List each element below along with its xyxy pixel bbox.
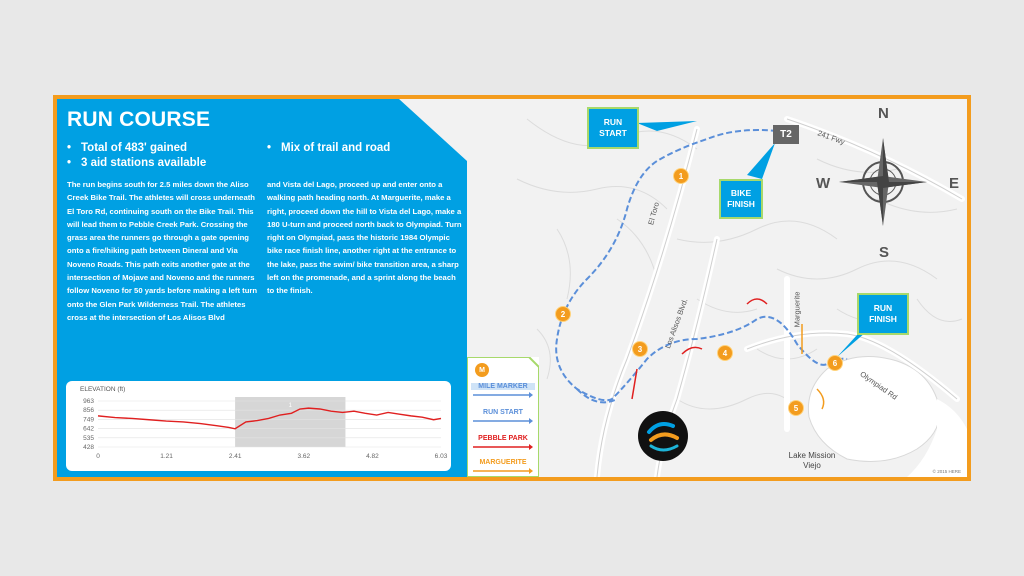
compass-w: W [816,175,831,192]
elevation-x-tick: 2.41 [228,453,242,460]
bullets-left [67,141,206,171]
compass-rose-icon [839,138,927,226]
mile-marker-2: 2 [555,306,571,322]
mile-marker-1: 1 [673,168,689,184]
map-copyright: © 2015 HERE [932,469,961,474]
elevation-x-tick: 1.21 [160,453,173,460]
mile-marker-4: 4 [717,345,733,361]
elevation-y-tick: 428 [83,444,94,451]
callout-bike-finish: BIKE FINISH [719,179,763,219]
road-label-el-toro: El Toro [646,201,661,226]
panel-title: RUN COURSE [67,108,211,131]
map-legend [467,357,539,477]
mile-marker-5: 5 [788,400,804,416]
bullet-item: • Mix of trail and road [267,142,391,154]
legend-marker-badge-icon: M [475,363,489,377]
road-label-los-alisos: Los Alisos Blvd. [663,297,690,350]
elevation-y-tick: 856 [83,407,94,415]
t2-transition-badge: T2 [773,125,799,144]
legend-run-start: RUN START [483,409,523,416]
course-description-col2: and Vista del Lago, proceed up and enter onto a walking path heading north. At Marguerite, make a right, proceed down the hill to Vista del Lago, make a 180 U-turn and proceed north back to Olympiad. Turn right on Olympiad, pass the historic 1984 Olympic bike race finish line, another right at the entrance to the lake, pass the swim/ bike transition area, a sharp left on the promenade, and a sprint along the beach to the finish. [267,180,462,296]
elevation-chart [66,381,451,471]
elevation-x-tick: 0 [96,453,100,460]
elevation-x-tick: 6.03 [434,453,448,460]
elevation-plot [66,381,451,471]
road-label-olympiad: Olympiad Rd [858,369,900,402]
bullet-item: • Total of 483' gained [67,142,188,154]
callout-run-start: RUN START [587,107,639,149]
legend-marguerite: MARGUERITE [479,459,527,466]
compass-e: E [949,175,960,192]
legend-mile-marker: MILE MARKER [471,383,535,390]
bullets-right [267,141,390,156]
elevation-x-tick: 4.82 [366,453,379,460]
road-label-marguerite: Marguerite [792,291,802,328]
elevation-y-tick: 535 [83,434,94,442]
elevation-x-tick: 3.62 [297,453,311,460]
compass-n: N [878,105,889,122]
road-label-lake: Lake Mission Viejo [788,451,836,470]
elevation-y-tick: 963 [83,398,94,405]
course-map-inner [57,99,967,477]
elevation-y-tick: 642 [83,425,94,433]
elevation-y-tick: 749 [83,416,94,424]
compass-s: S [879,244,890,261]
bullet-item: • 3 aid stations available [67,157,207,169]
course-description-col1: The run begins south for 2.5 miles down the Aliso Creek Bike Trail. The athletes will cross underneath El Toro Rd, continuing south on the Bike Trail. This will lead them to Pebble Creek Park. Crossing the grass area the runners go through a gate opening onto a fire/hiking path between Dineral and Via Noveno Roads. This path exits another gate at the intersection of Mojave and Noveno and the runners follow Noveno for 50 yards before making a left turn onto the Glen Park Wilderness Trail. The athletes cross at the intersection of Los Alisos Blvd [67,180,258,322]
mile-marker-6: 6 [827,355,843,371]
legend-pebble-park: PEBBLE PARK [478,435,528,442]
run-route [556,130,847,400]
elevation-title: ELEVATION (ft) [80,386,126,393]
mile-marker-3: 3 [632,341,648,357]
course-map-frame [53,95,971,481]
elevation-highlight-label: 1 [288,403,292,409]
triathlon-logo-icon [637,410,689,462]
road-label-241-fwy: 241 Fwy [816,128,847,147]
callout-run-finish: RUN FINISH [857,293,909,335]
run-course-panel [57,99,467,477]
